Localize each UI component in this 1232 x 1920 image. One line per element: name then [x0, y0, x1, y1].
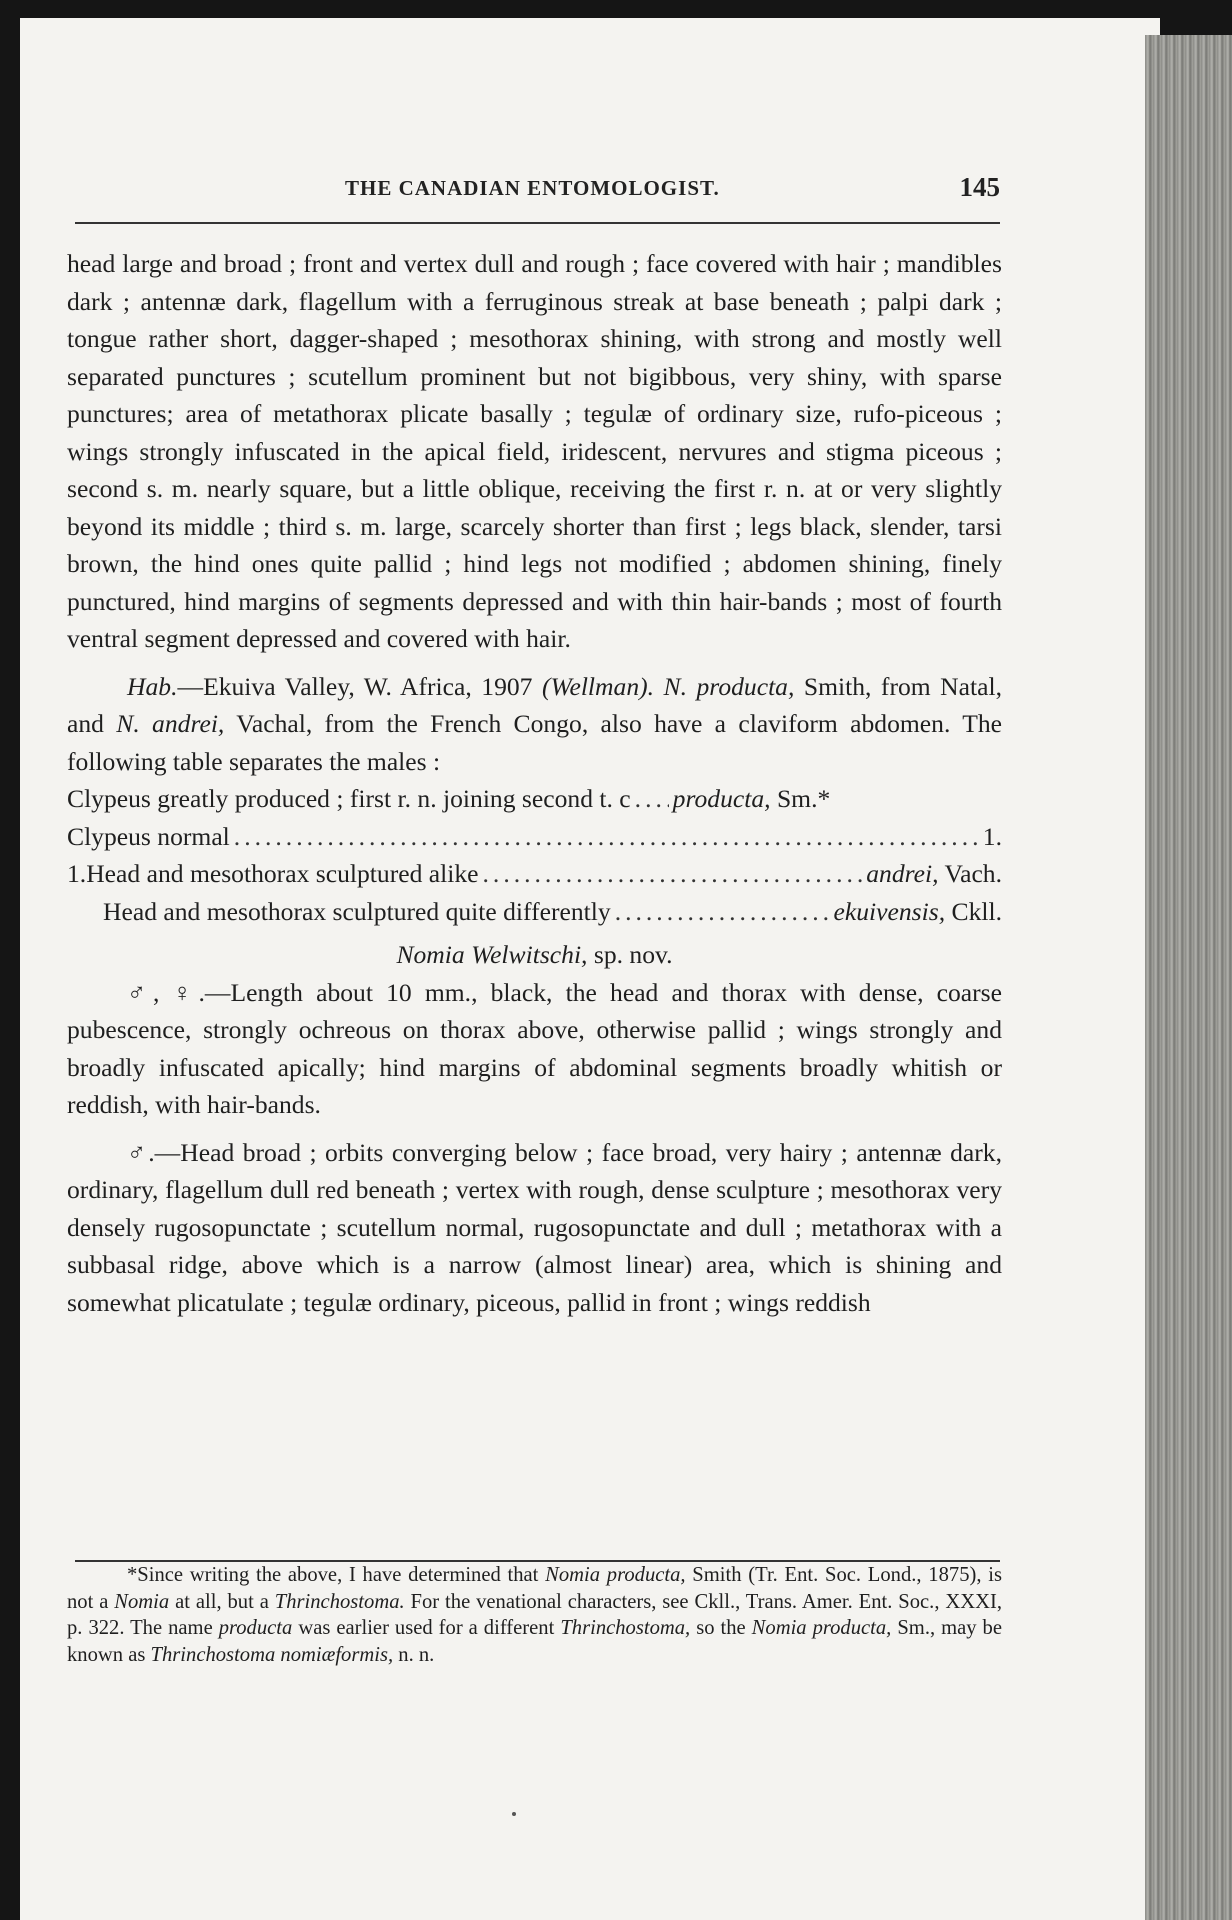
description-paragraph: head large and broad ; front and vertex dull and rough ; face covered with hair ; mandibles dark ; antennæ dark, flagellum with a ferruginous streak at base beneath ; palpi dark ; tongue rather short, dagger-shaped ; mesothorax shining, with strong and mostly well separated punctures ; scutellum prominent but not bigibbous, very shiny, with sparse punctures; area of metathorax plicate basally ; tegulæ of ordinary size, rufo-piceous ; wings strongly infuscated in the apical field, iridescent, nervures and stigma piceous ; second s. m. nearly square, but a little oblique, receiving the first r. n. at or very slightly beyond its middle ; third s. m. large, scarcely shorter than first ; legs black, slender, tarsi brown, the hind ones quite pallid ; hind legs not modified ; abdomen shining, finely punctured, hind margins of segments depressed and with thin hair-bands ; most of fourth ventral segment depressed and covered with hair. [67, 249, 1002, 653]
general-description [67, 974, 1002, 1124]
key-row-1-text: Clypeus greatly produced ; first r. n. joining second t. c [67, 784, 631, 813]
footnote-italic: Nomia producta, [751, 1617, 892, 1639]
sex-symbols: ♂, ♀. [127, 977, 205, 1007]
footnote-italic: Nomia [114, 1590, 170, 1613]
footnote-part: Sm., may be known as [67, 1617, 1002, 1666]
leader-dots [615, 893, 830, 931]
species-ref-andrei: N. andrei, [116, 709, 225, 738]
leader-dots [483, 855, 863, 893]
page-stack-edge [1145, 35, 1232, 1920]
page-number: 145 [959, 172, 1000, 202]
footnote-part: *Since writing the above, I have determined that [127, 1564, 539, 1586]
footnote-part: Smith (Tr. Ent. Soc. Lond., 1875), is not a [67, 1564, 1002, 1613]
key-row-3-species: andrei, [866, 859, 939, 888]
footnote-italic: Nomia producta, [545, 1564, 686, 1586]
male-symbol: ♂. [127, 1137, 155, 1167]
key-row-3-author: Vach. [944, 859, 1002, 888]
key-row-2-text: Clypeus normal [67, 821, 230, 851]
key-row-4-species: ekuivensis, [833, 896, 946, 926]
key-row-4 [67, 893, 1002, 931]
key-row-4-result [834, 893, 1002, 931]
species-name: Nomia Welwitschi, [396, 940, 588, 969]
running-title: THE CANADIAN ENTOMOLOGIST. [345, 176, 720, 200]
footnote-italic: Thrinchostoma nomiæformis, [150, 1643, 394, 1666]
key-row-4-author: Ckll. [951, 896, 1002, 926]
key-row-1 [67, 780, 1002, 818]
key-row-1-species: producta, [672, 784, 771, 813]
footnote-text [67, 1562, 1002, 1668]
collector-name: (Wellman). [541, 671, 655, 701]
running-header [75, 172, 1000, 224]
footnote-italic: Thrinchostoma, [560, 1617, 691, 1639]
species-suffix: sp. nov. [593, 940, 673, 969]
key-row-4-text: Head and mesothorax sculptured quite differently [103, 896, 611, 926]
key-row-3 [67, 855, 1002, 893]
footnote-part: For the venational characters, see Ckll., Trans. Amer. Ent. Soc., XXXI, p. 322. The name [67, 1590, 1002, 1639]
leader-dots [234, 818, 979, 856]
page-body [67, 245, 1002, 1321]
leader-dots [635, 780, 669, 818]
general-description-text: —Length about 10 mm., black, the head and thorax with dense, coarse pubescence, strongly ochreous on thorax above, otherwise pallid ; wings strongly and broadly infuscated apically; hind margins of abdominal segments broadly whitish or reddish, with hair-bands. [67, 977, 1002, 1119]
footnote [67, 1562, 1002, 1668]
footnote-part: so the [696, 1617, 746, 1639]
footnote-italic: Thrinchostoma. [274, 1590, 405, 1613]
footnote-italic: producta [218, 1617, 293, 1639]
male-description [67, 1134, 1002, 1322]
species-ref-producta: N. producta, [663, 671, 795, 701]
key-row-2-result: 1. [982, 821, 1002, 851]
key-row-3-result [866, 855, 1002, 893]
key-row-1-author: Sm.* [776, 784, 831, 813]
footnote-part: at all, but a [175, 1590, 269, 1613]
paper-speck [512, 1812, 516, 1816]
habitat-text-3: Vachal, from the French Congo, also have a claviform abdomen. The following table separates the males : [67, 709, 1003, 776]
species-heading [67, 936, 1002, 974]
male-description-text: —Head broad ; orbits converging below ; face broad, very hairy ; antennæ dark, ordinary, flagellum dull red beneath ; vertex with rough, dense sculpture ; mesothorax very densely rugosopunctate ; scutellum normal, rugosopunctate and dull ; metathorax with a subbasal ridge, above which is a narrow (almost linear) area, which is shining and somewhat plicatulate ; tegulæ ordinary, piceous, pallid in front ; wings reddish [67, 1137, 1002, 1317]
footnote-part: was earlier used for a different [298, 1617, 555, 1639]
key-row-2 [67, 818, 1002, 856]
key-row-3-text: Head and mesothorax sculptured alike [86, 859, 479, 888]
habitat-text-2: Smith, from Natal, and [67, 671, 1002, 738]
habitat-paragraph [67, 668, 1002, 781]
habitat-text-1: —Ekuiva Valley, W. Africa, 1907 [177, 671, 533, 701]
footnote-part: n. n. [398, 1643, 435, 1666]
key-row-3-number: 1. [67, 859, 87, 888]
key-row-1-result [673, 780, 831, 818]
habitat-label: Hab. [127, 671, 178, 701]
